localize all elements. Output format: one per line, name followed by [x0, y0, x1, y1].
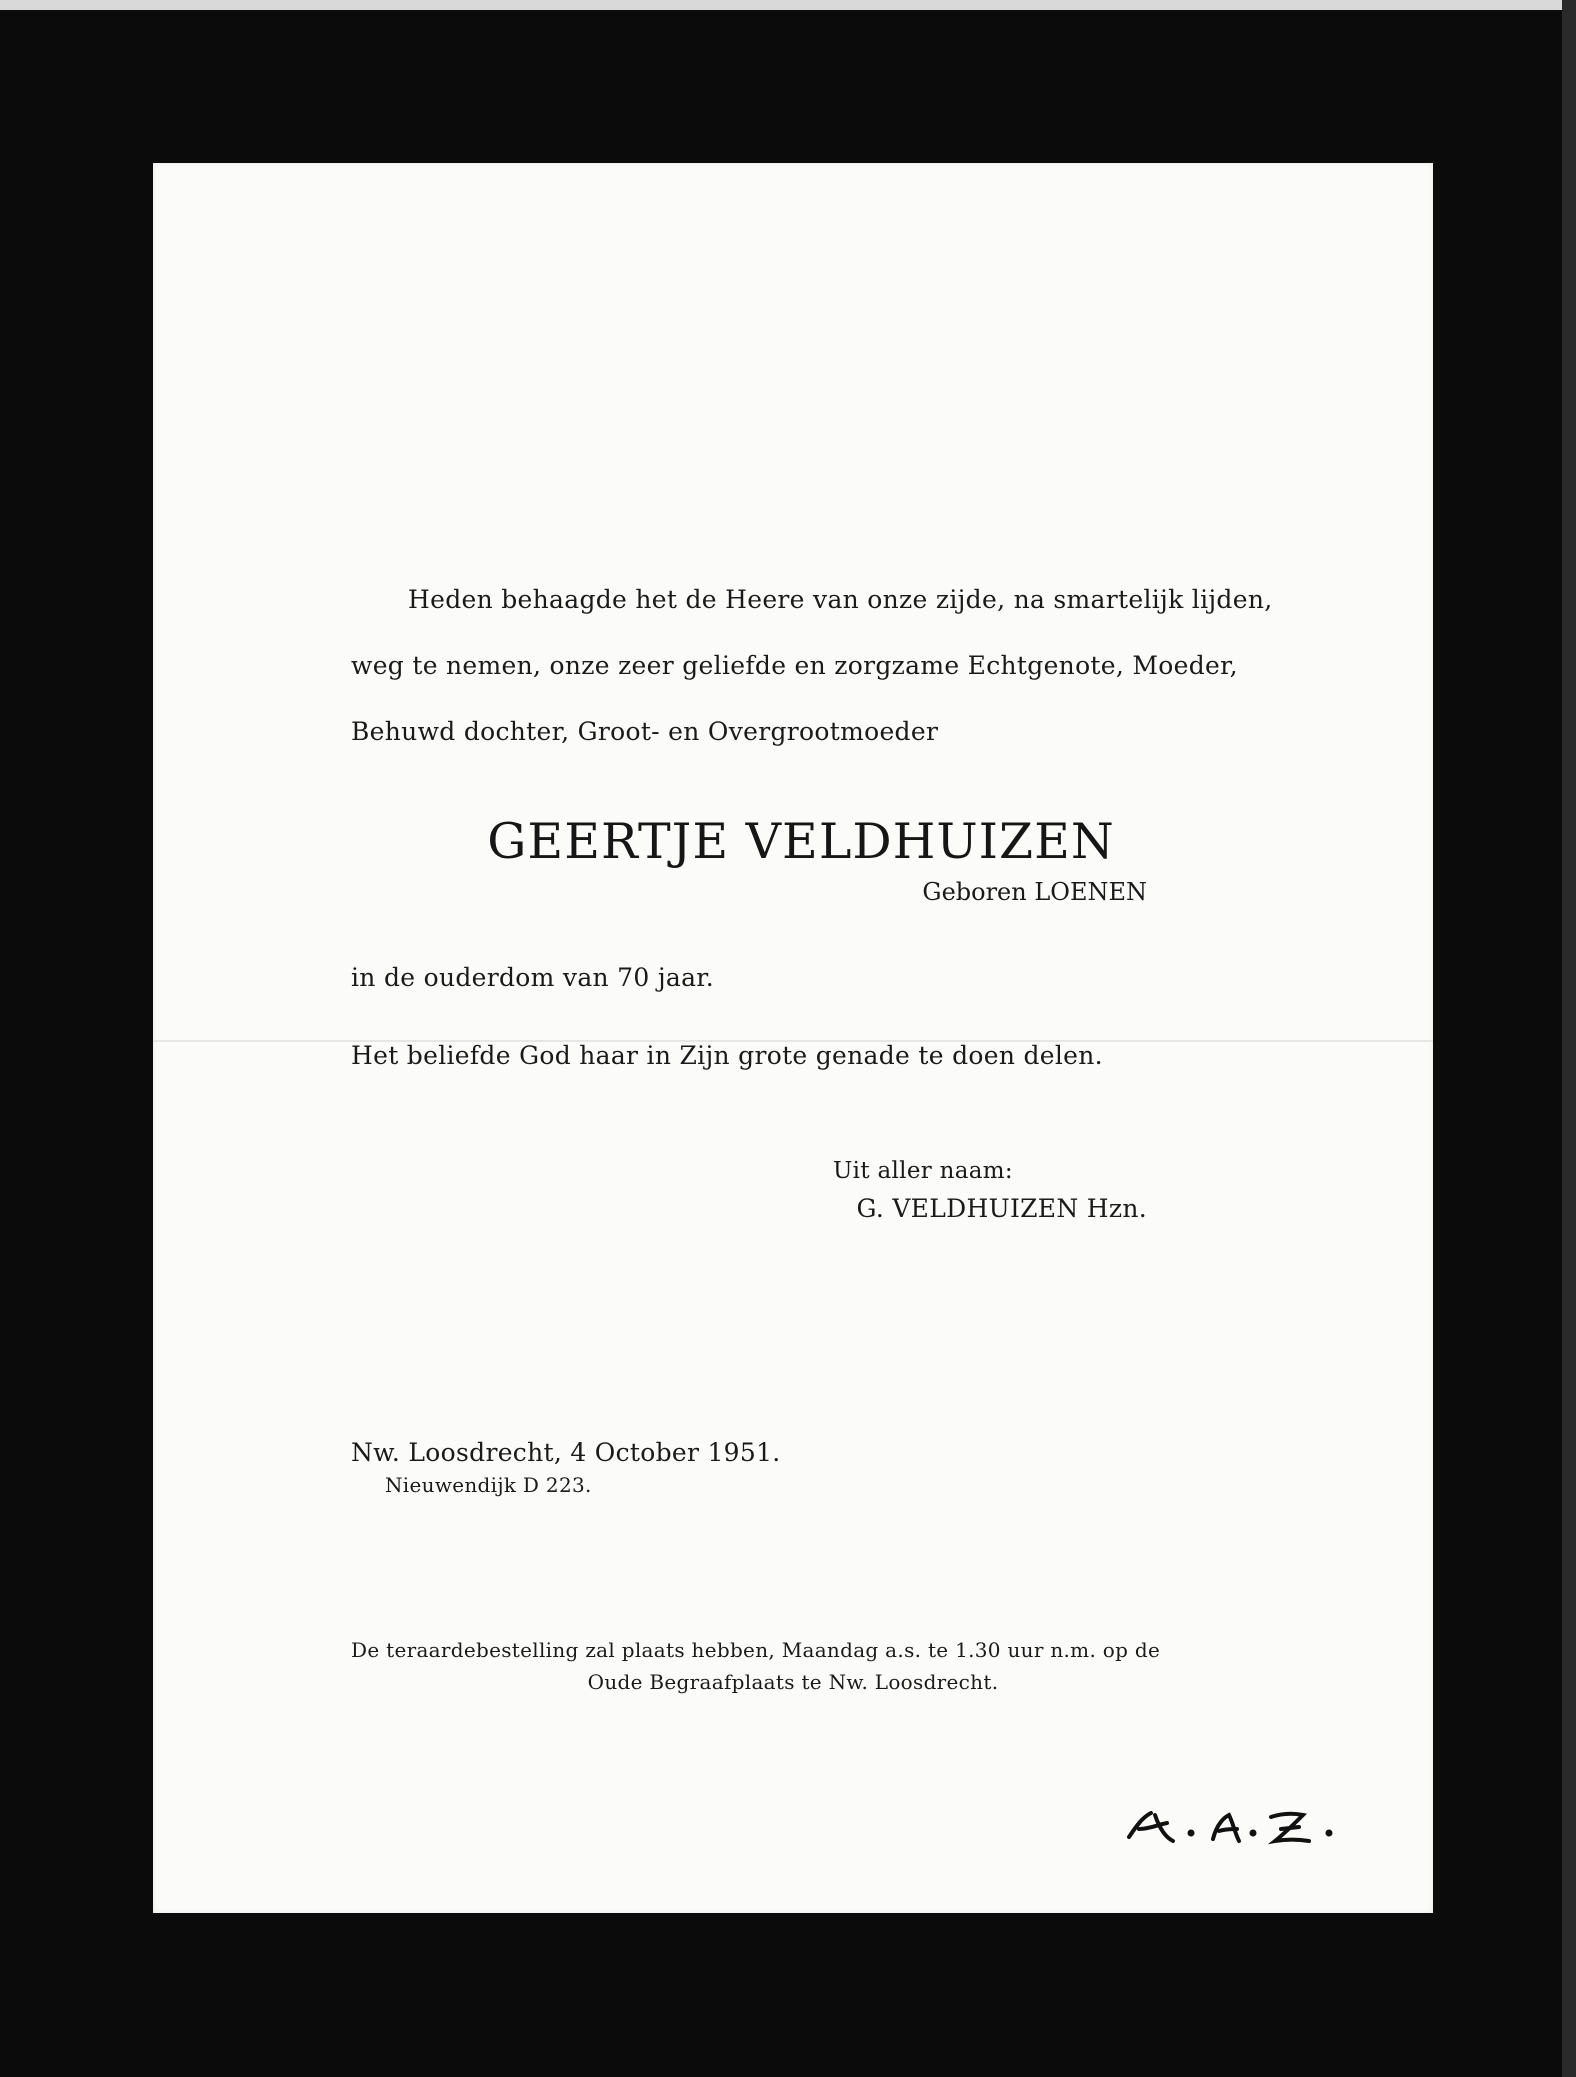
- faith-line: Het beliefde God haar in Zijn grote genade te doen delen.: [351, 1041, 1103, 1070]
- maiden-name: Geboren LOENEN: [922, 878, 1147, 906]
- address: Nieuwendijk D 223.: [385, 1473, 592, 1497]
- mourning-card: [153, 163, 1433, 1913]
- deceased-name: GEERTJE VELDHUIZEN: [487, 813, 1115, 870]
- funeral-line-1: De teraardebestelling zal plaats hebben, Maandag a.s. te 1.30 uur n.m. op de: [351, 1638, 1161, 1662]
- handwritten-initials: [1121, 1795, 1381, 1855]
- signoff-name: G. VELDHUIZEN Hzn.: [856, 1194, 1147, 1223]
- funeral-line-2: Oude Begraafplaats te Nw. Loosdrecht.: [587, 1670, 999, 1694]
- scan-top-edge: [0, 0, 1576, 10]
- signoff-label: Uit aller naam:: [833, 1158, 1013, 1184]
- announcement-line-3: Behuwd dochter, Groot- en Overgrootmoeder: [351, 717, 939, 746]
- age-line: in de ouderdom van 70 jaar.: [351, 963, 715, 992]
- place-date: Nw. Loosdrecht, 4 October 1951.: [351, 1438, 781, 1467]
- announcement-line-2: weg te nemen, onze zeer geliefde en zorgzame Echtgenote, Moeder,: [351, 651, 1238, 680]
- scan-right-edge: [1562, 0, 1576, 2077]
- announcement-line-1: Heden behaagde het de Heere van onze zijde, na smartelijk lijden,: [408, 585, 1273, 614]
